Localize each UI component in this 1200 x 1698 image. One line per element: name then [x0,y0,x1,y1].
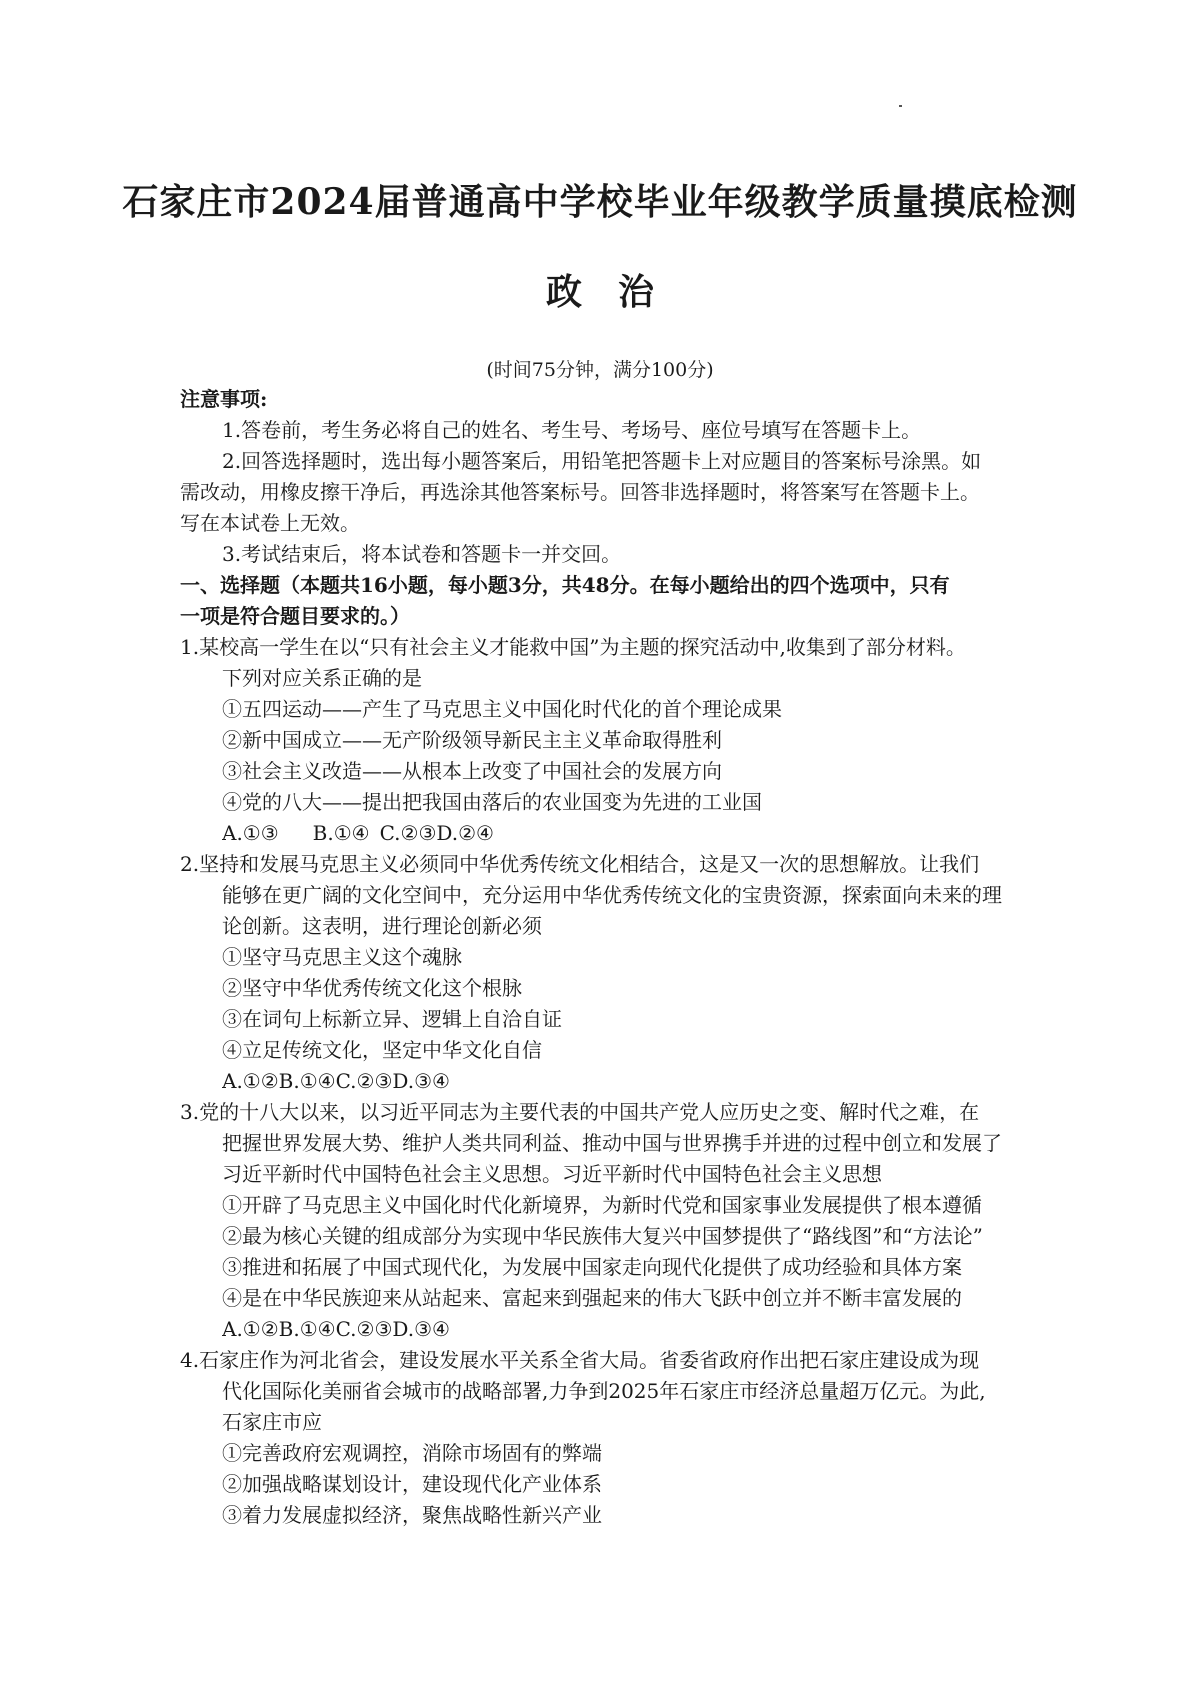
option-b: B.①④ [278,1317,336,1341]
option-b: B.①④ [312,821,370,845]
question-stem: 代化国际化美丽省会城市的战略部署,力争到2025年石家庄市经济总量超万亿元。为此, [222,1379,986,1403]
notice-line: 需改动，用橡皮擦干净后，再选涂其他答案标号。回答非选择题时，将答案写在答题卡上。 [180,480,980,504]
notice-line: 2.回答选择题时，选出每小题答案后，用铅笔把答题卡上对应题目的答案标号涂黑。如 [222,449,982,473]
question-options [222,1066,1082,1097]
question-item: ④立足传统文化，坚定中华文化自信 [222,1038,542,1062]
question-stem: 1.某校高一学生在以“只有社会主义才能救中国”为主题的探究活动中,收集到了部分材料。 [180,635,966,659]
option-d: D.③④ [392,1317,450,1341]
question-item: ③推进和拓展了中国式现代化，为发展中国家走向现代化提供了成功经验和具体方案 [222,1255,962,1279]
section-heading: 一项是符合题目要求的。） [180,604,410,628]
exam-title: 石家庄市2024届普通高中学校毕业年级教学质量摸底检测 [122,181,1078,223]
question-item: ①开辟了马克思主义中国化时代化新境界，为新时代党和国家事业发展提供了根本遵循 [222,1193,982,1217]
option-c: C.②③ [335,1317,393,1341]
option-d: D.③④ [392,1069,450,1093]
notice-line: 写在本试卷上无效。 [180,511,360,535]
option-c: C.②③ [379,821,437,845]
exam-subject [0,268,1200,316]
question-item: ②加强战略谋划设计，建设现代化产业体系 [222,1472,602,1496]
question-item: ③在词句上标新立异、逻辑上自洽自证 [222,1007,562,1031]
option-b: B.①④ [278,1069,336,1093]
question-item: ④党的八大——提出把我国由落后的农业国变为先进的工业国 [222,790,762,814]
option-a: A.①③ [222,821,279,845]
question-options [222,818,1082,849]
notice-heading: 注意事项: [180,387,268,411]
exam-meta: (时间75分钟，满分100分) [486,359,714,381]
option-a: A.①② [222,1069,279,1093]
question-item: ④是在中华民族迎来从站起来、富起来到强起来的伟大飞跃中创立并不断丰富发展的 [222,1286,962,1310]
question-item: ②新中国成立——无产阶级领导新民主主义革命取得胜利 [222,728,722,752]
question-stem: 把握世界发展大势、维护人类共同利益、推动中国与世界携手并进的过程中创立和发展了 [222,1131,1002,1155]
question-stem: 能够在更广阔的文化空间中，充分运用中华优秀传统文化的宝贵资源，探索面向未来的理 [222,883,1002,907]
question-stem: 习近平新时代中国特色社会主义思想。习近平新时代中国特色社会主义思想 [222,1162,882,1186]
question-item: ②最为核心关键的组成部分为实现中华民族伟大复兴中国梦提供了“路线图”和“方法论” [222,1224,983,1248]
question-stem: 石家庄市应 [222,1410,322,1434]
option-c: C.②③ [335,1069,393,1093]
question-options [222,1314,1082,1345]
notice-line: 1.答卷前，考生务必将自己的姓名、考生号、考场号、座位号填写在答题卡上。 [222,418,922,442]
notice-line: 3.考试结束后，将本试卷和答题卡一并交回。 [222,542,622,566]
question-stem: 论创新。这表明，进行理论创新必须 [222,914,542,938]
option-a: A.①② [222,1317,279,1341]
question-item: ③社会主义改造——从根本上改变了中国社会的发展方向 [222,759,722,783]
question-item: ①五四运动——产生了马克思主义中国化时代化的首个理论成果 [222,697,782,721]
scan-dot [899,105,902,107]
option-d: D.②④ [436,821,494,845]
question-stem: 4.石家庄作为河北省会，建设发展水平关系全省大局。省委省政府作出把石家庄建设成为现 [180,1348,980,1372]
question-item: ③着力发展虚拟经济，聚焦战略性新兴产业 [222,1503,602,1527]
question-item: ②坚守中华优秀传统文化这个根脉 [222,976,522,1000]
subject-char: 政 [545,271,582,313]
question-stem: 2.坚持和发展马克思主义必须同中华优秀传统文化相结合，这是又一次的思想解放。让我们 [180,852,980,876]
question-stem: 3.党的十八大以来，以习近平同志为主要代表的中国共产党人应历史之变、解时代之难，在 [180,1100,980,1124]
question-item: ①完善政府宏观调控，消除市场固有的弊端 [222,1441,602,1465]
section-heading: 一、选择题（本题共16小题，每小题3分，共48分。在每小题给出的四个选项中，只有 [180,573,950,597]
question-item: ①坚守马克思主义这个魂脉 [222,945,462,969]
subject-char: 治 [618,271,655,313]
question-stem: 下列对应关系正确的是 [222,666,422,690]
